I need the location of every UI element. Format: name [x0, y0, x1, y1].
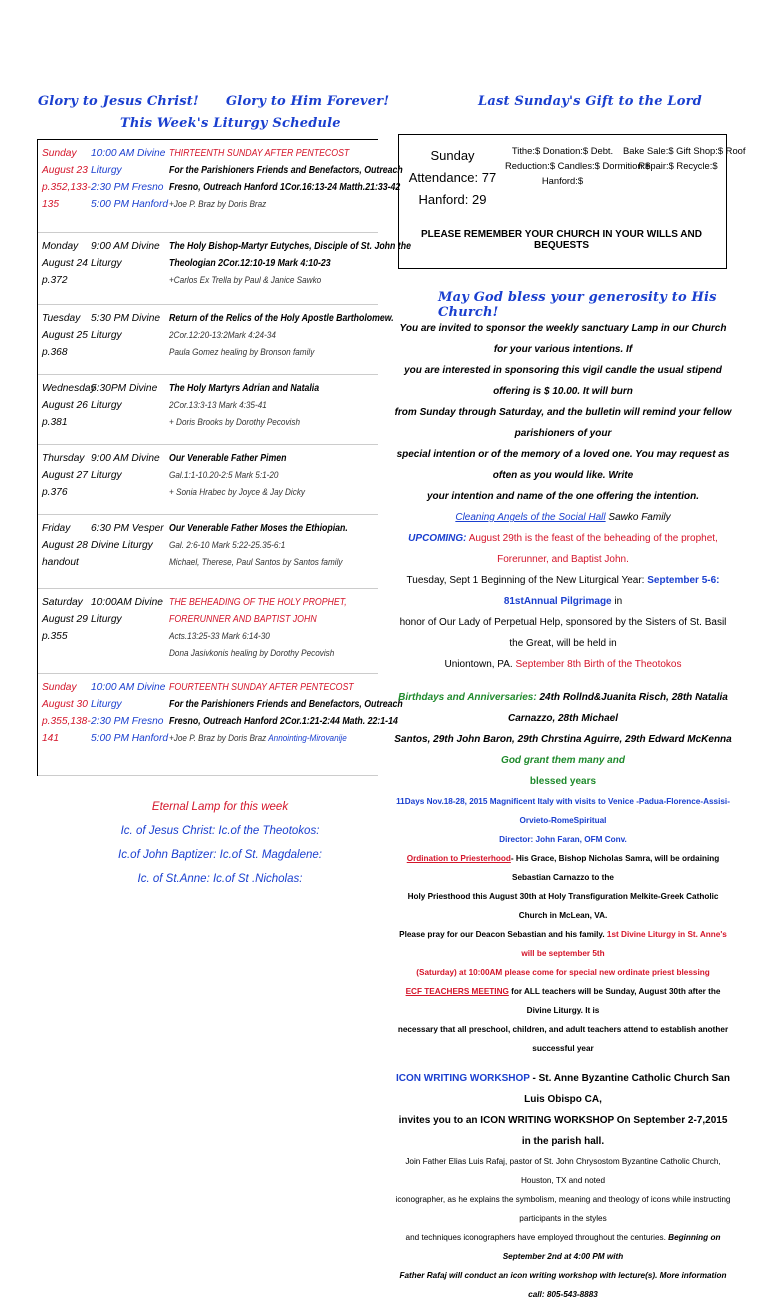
schedule-time	[91, 238, 169, 272]
schedule-text: The Holy Bishop-Martyr Eutyches, Disciple of St. John the	[169, 241, 411, 252]
schedule-text: + Sonia Hrabec by Joyce & Jay Dicky	[169, 487, 306, 498]
schedule-text: + Doris Brooks by Dorothy Pecovish	[169, 417, 301, 428]
birthdays-3: blessed years	[529, 776, 597, 787]
schedule-text: 2:30 PM Fresno	[91, 716, 164, 727]
schedule-text: Michael, Therese, Paul Santos by Santos family	[169, 557, 343, 568]
schedule-text: 2Cor.13:3-13 Mark 4:35-41	[169, 400, 267, 411]
schedule-text: Dona Jasivkonis healing by Dorothy Pecovish	[169, 648, 335, 659]
schedule-text: Liturgy	[91, 258, 122, 269]
schedule-text: Wednesday	[42, 383, 96, 394]
schedule-text: Thursday	[42, 453, 85, 464]
schedule-text: p.352,133-	[42, 182, 91, 193]
schedule-text: Acts.13:25-33 Mark 6:14-30	[169, 631, 270, 642]
schedule-text: THE BEHEADING OF THE HOLY PROPHET,	[169, 597, 347, 608]
gift-title: Last Sunday's Gift to the Lord	[478, 94, 702, 109]
lamp-sponsor-paragraph	[393, 318, 733, 507]
schedule-text: Paula Gomez healing by Bronson family	[169, 347, 315, 358]
ecf-meeting: ECF TEACHERS MEETING for ALL teachers will be Sunday, August 30th after the Divine Liturgy. It is	[405, 987, 721, 1015]
schedule-text: Gal. 2:6-10 Mark 5:22-25.35-6:1	[169, 540, 286, 551]
ordination: Ordination to Priesterhood- His Grace, Bishop Nicholas Samra, will be ordaining Sebastian Carnazzo to the	[406, 854, 720, 882]
schedule-text: 135	[42, 199, 59, 210]
schedule-text: 5:00 PM Hanford	[91, 733, 169, 744]
schedule-feast	[169, 594, 375, 662]
schedule-row	[38, 375, 378, 445]
schedule-text: p.355	[42, 631, 68, 642]
lamp-sponsor-line: special intention or of the memory of a loved one. You may request as often as you would like. Write	[396, 449, 730, 481]
eternal-lamp	[110, 795, 330, 891]
schedule-text: August 26	[42, 400, 88, 411]
schedule-text: Liturgy	[91, 614, 122, 625]
schedule-text: FOURTEENTH SUNDAY AFTER PENTECOST	[169, 682, 354, 693]
schedule-text: handout	[42, 557, 79, 568]
schedule-text: 5:00 PM Hanford	[91, 199, 169, 210]
schedule-text: Liturgy	[91, 470, 122, 481]
schedule-text: Divine Liturgy	[91, 540, 153, 551]
schedule-text: 9:00 AM Divine	[91, 453, 160, 464]
gift-line: Bake Sale:$ Gift Shop:$ Roof	[623, 145, 746, 156]
lamp-line: Ic. of St.Anne: Ic.of St .Nicholas:	[137, 873, 303, 885]
schedule-day	[42, 679, 90, 747]
schedule-text: 5:30 PM Divine	[91, 313, 161, 324]
schedule-text: Liturgy	[91, 165, 122, 176]
upcoming: UPCOMING: August 29th is the feast of the beheading of the prophet, Forerunner, and Baptist John.	[408, 533, 718, 565]
schedule-time	[91, 679, 169, 747]
schedule-text: 6:30 PM Vesper	[91, 523, 164, 534]
schedule-row	[38, 233, 411, 305]
schedule-feast	[169, 238, 411, 289]
schedule-text: Gal.1:1-10.20-2:5 Mark 5:1-20	[169, 470, 279, 481]
schedule-day	[42, 450, 90, 501]
schedule-text: +Carlos Ex Trella by Paul & Janice Sawko	[169, 275, 322, 286]
schedule-text: +Joe P. Braz by Doris Braz	[169, 199, 267, 210]
lamp-line: Ic.of John Baptizer: Ic.of St. Magdalene:	[118, 849, 322, 861]
new-year-pilgrimage: Tuesday, Sept 1 Beginning of the New Liturgical Year: September 5-6: 81stAnnual Pilgrimage in	[406, 575, 720, 607]
icon-workshop-4: iconographer, as he explains the symbolism, meaning and theology of icons while instructing participants in the styles	[395, 1195, 731, 1223]
schedule-time	[91, 380, 169, 414]
wills-reminder: PLEASE REMEMBER YOUR CHURCH IN YOUR WILLS AND BEQUESTS	[421, 229, 702, 251]
schedule-time	[91, 145, 169, 213]
schedule-text: Our Venerable Father Pimen	[169, 453, 287, 464]
icon-workshop-6: Father Rafaj will conduct an icon writing workshop with lecture(s). More information call: 805-543-8883	[399, 1271, 727, 1299]
announcements	[393, 318, 733, 1304]
schedule-text: Liturgy	[91, 699, 122, 710]
schedule-text: THIRTEENTH SUNDAY AFTER PENTECOST	[169, 148, 350, 159]
gift-line: Hanford:$	[541, 175, 584, 186]
attendance	[405, 145, 500, 211]
icon-workshop: ICON WRITING WORKSHOP - St. Anne Byzantine Catholic Church San Luis Obispo CA,	[396, 1073, 730, 1105]
schedule-feast	[169, 380, 375, 431]
italy-trip: 11Days Nov.18-28, 2015 Magnificent Italy with visits to Venice -Padua-Florence-Assisi-Orvieto-RomeSpiritual	[396, 797, 730, 825]
schedule-text: 5:30PM Divine	[91, 383, 158, 394]
schedule-day	[42, 520, 90, 571]
gift-line: Repair:$ Recycle:$	[638, 160, 718, 171]
schedule-text: August 30	[42, 699, 88, 710]
ordination-2: Holy Priesthood this August 30th at Holy Transfiguration Melkite-Greek Catholic Church in McLean, VA.	[407, 892, 719, 920]
schedule-day	[42, 380, 96, 431]
icon-workshop-3: Join Father Elias Luis Rafaj, pastor of St. John Chrysostom Byzantine Catholic Church, Houston, TX and noted	[405, 1157, 721, 1185]
italy-director: Director: John Faran, OFM Conv.	[499, 835, 627, 844]
schedule-text: p.372	[42, 275, 68, 286]
schedule-day	[42, 594, 90, 645]
hanford-count: Hanford: 29	[418, 192, 487, 207]
schedule-text: Monday	[42, 241, 79, 252]
schedule-text: August 25	[42, 330, 88, 341]
schedule-text: 2:30 PM Fresno	[91, 182, 164, 193]
schedule-text: August 23	[42, 165, 88, 176]
schedule-time	[91, 310, 169, 344]
pilgrimage-honor: honor of Our Lady of Perpetual Help, sponsored by the Sisters of St. Basil the Great, will be held in	[399, 617, 727, 649]
schedule-text: p.381	[42, 417, 68, 428]
gift-line: Reduction:$ Candles:$ Dormition:$	[505, 160, 651, 171]
ecf-meeting-2: necessary that all preschool, children, and adult teachers attend to establish another successful year	[397, 1025, 729, 1053]
schedule-row	[38, 589, 378, 674]
gift-line: Tithe:$ Donation:$ Debt.	[511, 145, 614, 156]
icon-workshop-2: invites you to an ICON WRITING WORKSHOP On September 2-7,2015 in the parish hall.	[398, 1115, 728, 1147]
schedule-text: p.355,138-	[42, 716, 91, 727]
schedule-text: Fresno, Outreach Hanford 1Cor.16:13-24 Matth.21:33-42	[169, 182, 401, 193]
schedule-text: 9:00 AM Divine	[91, 241, 160, 252]
glory-header-left: Glory to Jesus Christ!	[38, 94, 199, 109]
schedule-time	[91, 520, 169, 554]
schedule-text: The Holy Martyrs Adrian and Natalia	[169, 383, 320, 394]
schedule-feast	[169, 310, 394, 361]
schedule-text: Sunday	[42, 682, 77, 693]
schedule-text: August 27	[42, 470, 88, 481]
schedule-text: August 28	[42, 540, 88, 551]
schedule-day	[42, 310, 90, 361]
lamp-sponsor-line: you are interested in sponsoring this vigil candle the usual stipend offering is $ 10.00. It will burn	[404, 365, 722, 397]
bless-title: May God bless your generosity to His Church!	[438, 290, 717, 320]
schedule-text: August 24	[42, 258, 88, 269]
schedule-feast	[169, 145, 403, 213]
schedule-text: 10:00 AM Divine	[91, 682, 166, 693]
schedule-title: This Week's Liturgy Schedule	[120, 116, 341, 131]
schedule-text: 141	[42, 733, 59, 744]
lamp-sponsor-line: your intention and name of the one offering the intention.	[426, 491, 700, 502]
lamp-line: Ic. of Jesus Christ: Ic.of the Theotokos:	[120, 825, 320, 837]
schedule-text: p.368	[42, 347, 68, 358]
schedule-text: 2Cor.12:20-13:2Mark 4:24-34	[169, 330, 276, 341]
schedule-feast	[169, 679, 403, 747]
schedule-text: For the Parishioners Friends and Benefactors, Outreach	[169, 165, 403, 176]
schedule-row	[38, 140, 403, 233]
birthdays-2: Santos, 29th John Baron, 29th Chrstina Aguirre, 29th Edward McKenna God grant them many and	[394, 734, 732, 766]
schedule-time	[91, 594, 169, 628]
schedule-text: Friday	[42, 523, 71, 534]
schedule-text: +Joe P. Braz by Doris Braz Annointing-Mirovanije	[169, 733, 347, 744]
glory-header-right: Glory to Him Forever!	[226, 94, 390, 109]
lamp-sponsor-line: from Sunday through Saturday, and the bulletin will remind your fellow parishioners of your	[394, 407, 732, 439]
cleaning-angels: Cleaning Angels of the Social Hall Sawko Family	[455, 512, 671, 523]
birthdays: Birthdays and Anniversaries: 24th Rollnd&Juanita Risch, 28th Natalia Carnazzo, 28th Michael	[398, 692, 728, 724]
schedule-feast	[169, 450, 375, 501]
uniontown: Uniontown, PA. September 8th Birth of the Theotokos	[444, 659, 682, 670]
schedule-text: FORERUNNER AND BAPTIST JOHN	[169, 614, 317, 625]
lamp-title: Eternal Lamp for this week	[151, 801, 289, 813]
schedule-row	[38, 515, 378, 589]
schedule-text: Saturday	[42, 597, 83, 608]
schedule-text: August 29	[42, 614, 88, 625]
schedule-text: p.376	[42, 487, 68, 498]
schedule-text: 10:00 AM Divine	[91, 148, 166, 159]
schedule-text: For the Parishioners Friends and Benefactors, Outreach	[169, 699, 403, 710]
attendance-count: Sunday Attendance: 77	[408, 148, 497, 185]
schedule-row	[38, 674, 403, 776]
schedule-time	[91, 450, 169, 484]
schedule-day	[42, 238, 90, 289]
ordination-3: Please pray for our Deacon Sebastian and his family. 1st Divine Liturgy in St. Anne's will be september 5th	[399, 930, 727, 958]
schedule-text: Fresno, Outreach Hanford 2Cor.1:21-2:44 Math. 22:1-14	[169, 716, 398, 727]
schedule-text: 10:00AM Divine	[91, 597, 163, 608]
schedule-text: Sunday	[42, 148, 77, 159]
schedule-row	[38, 305, 394, 375]
schedule-day	[42, 145, 90, 213]
schedule-text: Our Venerable Father Moses the Ethiopian.	[169, 523, 348, 534]
icon-workshop-5: and techniques iconographers have employed throughout the centuries. Beginning on September 2nd at 4:00 PM with	[405, 1233, 721, 1261]
schedule-text: Return of the Relics of the Holy Apostle Bartholomew.	[169, 313, 394, 324]
lamp-sponsor-line: You are invited to sponsor the weekly sanctuary Lamp in our Church for your various intentions. If	[399, 323, 727, 355]
schedule-text: Liturgy	[91, 330, 122, 341]
schedule-text: Tuesday	[42, 313, 81, 324]
schedule-row	[38, 445, 378, 515]
schedule-text: Liturgy	[91, 400, 122, 411]
schedule-text: Theologian 2Cor.12:10-19 Mark 4:10-23	[169, 258, 331, 269]
schedule-feast	[169, 520, 375, 571]
liturgy-schedule-table	[37, 139, 411, 776]
ordination-4: (Saturday) at 10:00AM please come for special new ordinate priest blessing	[416, 968, 710, 977]
